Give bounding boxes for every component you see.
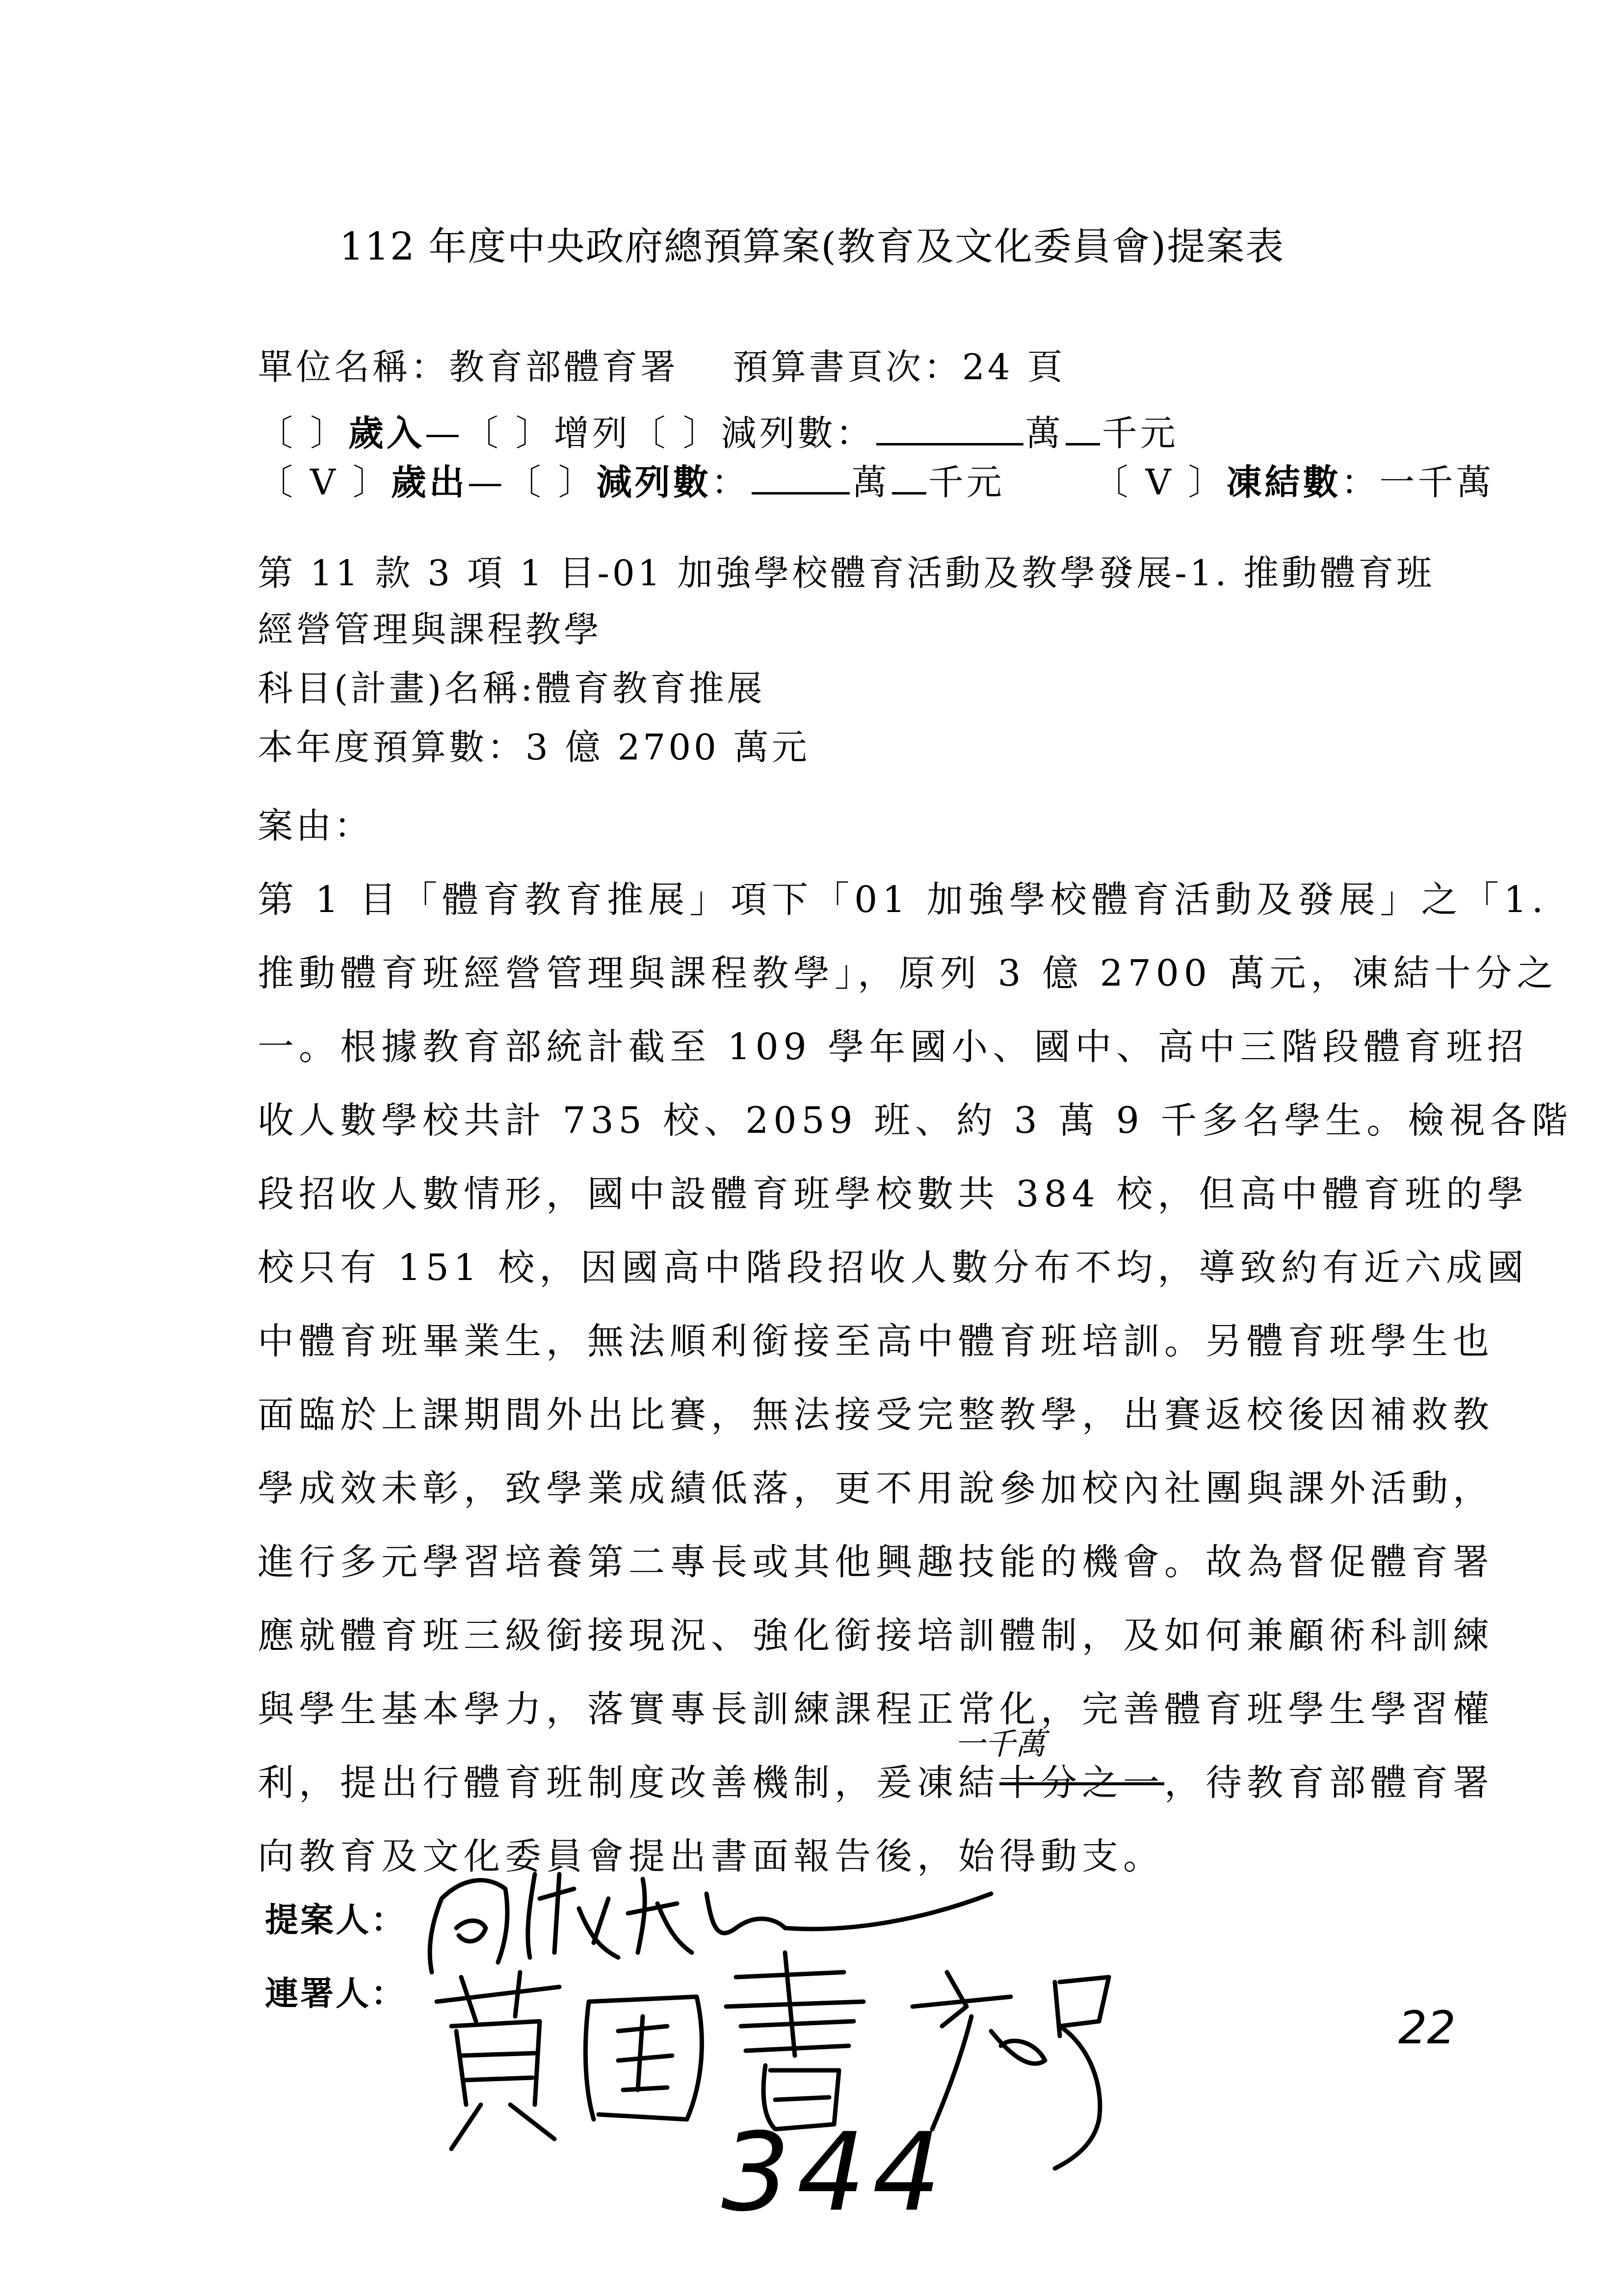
body-line: 面臨於上課期間外出比賽，無法接受完整教學，出賽返校後因補救教: [258, 1394, 1494, 1436]
unit-line: [258, 339, 1066, 390]
reason-label: 案由：: [258, 805, 373, 846]
body-line: 收人數學校共計 735 校、2059 班、約 3 萬 9 千多名學生。檢視各階: [258, 1099, 1573, 1142]
handwritten-insert: 一千萬: [954, 1726, 1046, 1762]
body-line-amended: [258, 1754, 1494, 1806]
freeze-label: 凍結數: [1226, 461, 1341, 503]
body-line: 中體育班畢業生，無法順利銜接至高中體育班培訓。另體育班學生也: [258, 1320, 1494, 1362]
unit-value: 教育部體育署: [449, 346, 679, 388]
revenue-options: —〔 〕增列〔 〕減列數：: [424, 413, 874, 454]
reduce-unit-wan: 萬: [851, 462, 890, 503]
revenue-checkbox: 〔 〕: [258, 413, 348, 454]
body-line: 與學生基本學力，落實專長訓練課程正常化，完善體育班學生學習權: [258, 1688, 1494, 1730]
reduce-thousand-blank: [892, 463, 926, 495]
expenditure-checkbox: 〔 V 〕: [258, 462, 391, 503]
body-line: 校只有 151 校，因國高中階段招收人數分布不均，導致約有近六成國: [258, 1247, 1529, 1289]
struck-text: 十分之一: [999, 1762, 1164, 1804]
expenditure-options: —〔 〕: [467, 462, 597, 503]
cosigner-label: 連署人：: [265, 1974, 407, 2013]
item-line-2: 經營管理與課程教學: [258, 609, 602, 650]
revenue-unit-wan: 萬: [1025, 413, 1064, 454]
page-value: 24 頁: [962, 346, 1066, 388]
page-label: 預算書頁次：: [733, 346, 963, 388]
reduce-unit-qianyuan: 千元: [928, 462, 1005, 503]
body-line: 進行多元學習培養第二專長或其他興趣技能的機會。故為督促體育署: [258, 1541, 1494, 1583]
item-line-1: 第 11 款 3 項 1 目-01 加強學校體育活動及教學發展-1. 推動體育班: [258, 552, 1435, 594]
handwritten-corner-number: 22: [1398, 2002, 1456, 2054]
body-line: 段招收人數情形，國中設體育班學校數共 384 校，但高中體育班的學: [258, 1173, 1529, 1215]
freeze-value: ：一千萬: [1341, 462, 1494, 503]
revenue-unit-qianyuan: 千元: [1101, 413, 1179, 454]
revenue-amount-blank: [876, 414, 1023, 445]
body-line: 推動體育班經營管理與課程教學」，原列 3 億 2700 萬元，凍結十分之: [258, 952, 1558, 994]
revenue-line: [258, 405, 1179, 456]
expenditure-line: [258, 454, 1494, 505]
revenue-thousand-blank: [1066, 414, 1100, 445]
reduce-amount-blank: [752, 463, 850, 495]
unit-label: 單位名稱：: [258, 346, 449, 388]
amended-before: 利，提出行體育班制度改善機制，爰凍結: [258, 1762, 999, 1804]
body-line: 一。根據教育部統計截至 109 學年國小、國中、高中三階段體育班招: [258, 1026, 1529, 1068]
expenditure-label: 歲出: [391, 461, 468, 503]
document-title: 112 年度中央政府總預算案(教育及文化委員會)提案表: [339, 225, 1285, 269]
body-line: 學成效未彰，致學業成績低落，更不用說參加校內社團與課外活動，: [258, 1467, 1494, 1510]
amended-after: ，待教育部體育署: [1164, 1762, 1494, 1804]
budget-line: 本年度預算數：3 億 2700 萬元: [258, 727, 810, 768]
proposer-label: 提案人：: [265, 1901, 407, 1940]
handwritten-page-number: 344: [721, 2110, 948, 2235]
reduce-label: 減列數: [596, 461, 711, 503]
freeze-checkbox: 〔 V 〕: [1093, 462, 1227, 503]
body-line: 應就體育班三級銜接現況、強化銜接培訓體制，及如何兼顧術科訓練: [258, 1615, 1494, 1657]
revenue-label: 歲入: [348, 412, 425, 454]
body-line: 第 1 目「體育教育推展」項下「01 加強學校體育活動及發展」之「1.: [258, 879, 1548, 921]
body-line: 向教育及文化委員會提出書面報告後，始得動支。: [258, 1835, 1164, 1878]
subject-line: 科目(計畫)名稱:體育教育推展: [258, 668, 765, 709]
reduce-colon: ：: [711, 462, 750, 503]
